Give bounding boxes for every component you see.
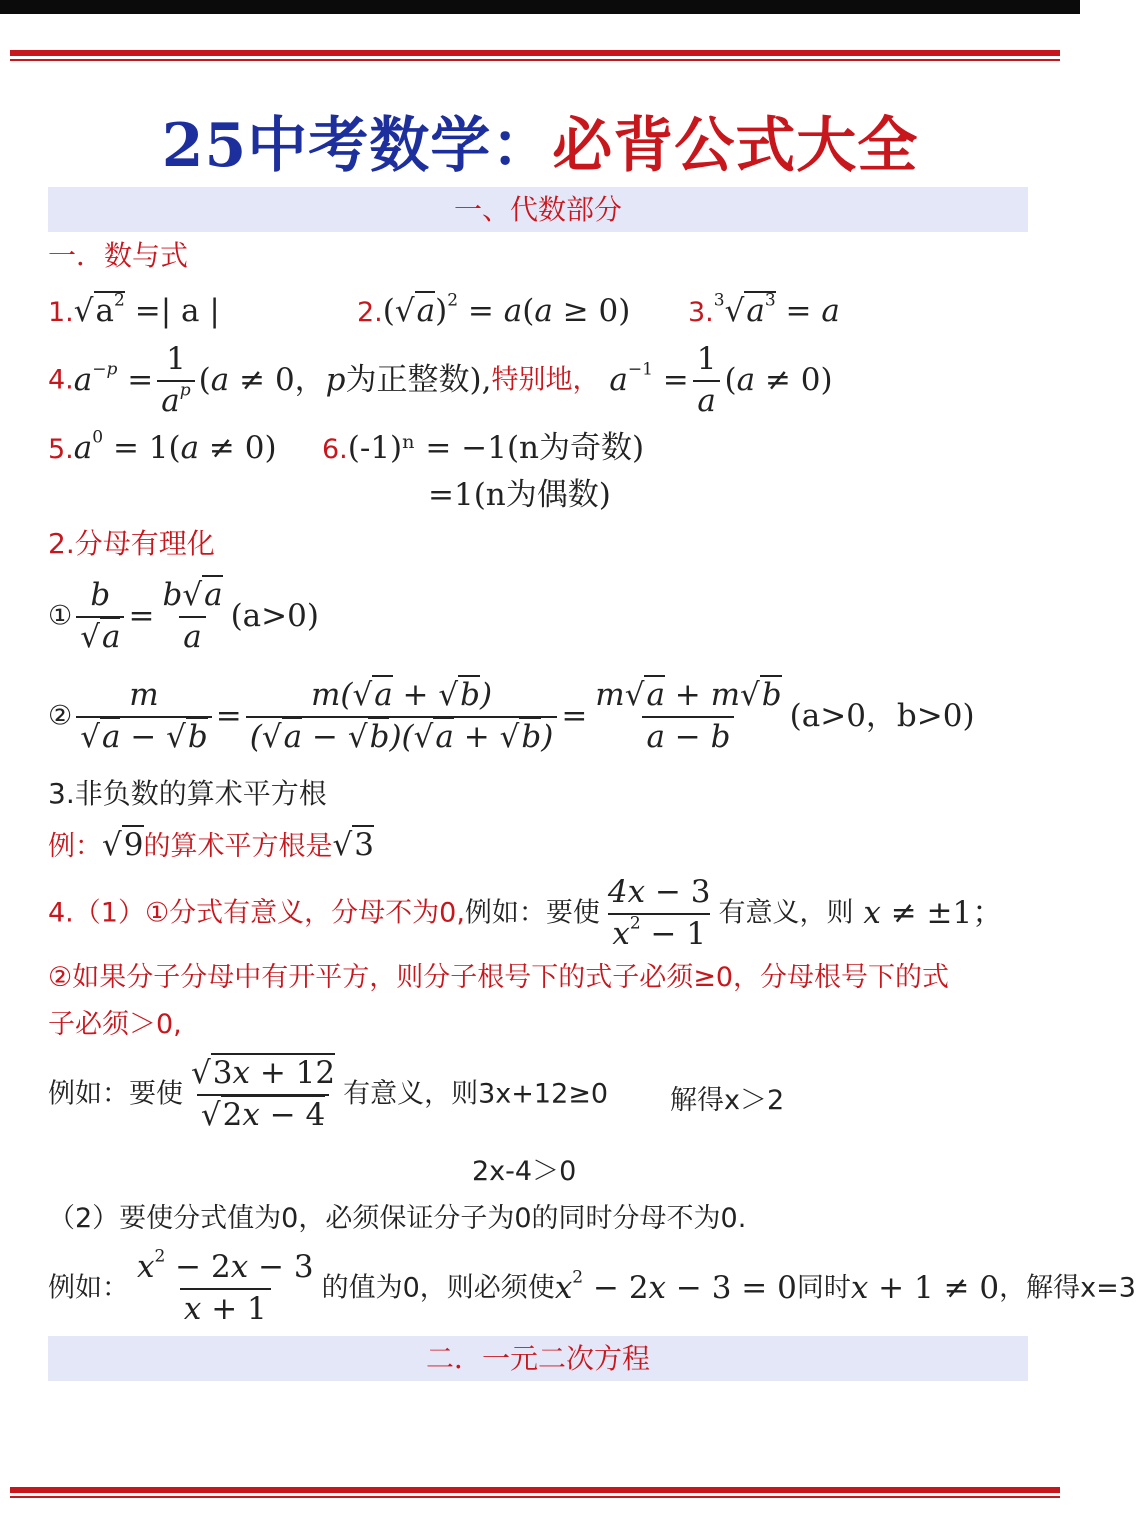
title-part-2: 必背公式大全 [552,111,919,181]
example-3-result: ，解得x=3 [999,1272,1136,1304]
circled-1: ① [48,600,73,632]
page-title [0,98,1080,184]
example-3-prefix: 例如： [48,1272,129,1304]
rule-4-2-line-1: ②如果分子分母中有开平方，则分子根号下的式子必须≥0，分母根号下的式 [48,962,950,993]
top-black-bar [0,0,1080,14]
top-red-rule [10,50,1060,61]
title-part-1: 25中考数学： [161,111,553,181]
example-sqrt: 例：√9的算术平方根是√3 [48,827,374,863]
formula-5-number: 5. [48,434,74,465]
example-2-solution: 解得x＞2 [670,1085,785,1116]
rule-4-1-red: 4.（1）①分式有意义，分母不为0, [48,897,465,929]
rationalize-2-condition: (a>0，b>0) [789,698,975,735]
example-sqrt-text: 的算术平方根是 [143,831,333,862]
rationalize-formula-2: ② $\frac{m}{√a - √b}$ = $\frac{m(√a + √b)}{(√a - √b)(√a + √b)}$ = $\frac{m√a + m√b}{a - b}$ (a>0，b>0) [48,677,975,755]
formula-3: $3.^3√a^3 = a$ [688,290,840,329]
formula-5: $5.a^0 = 1(a \ne 0)$ [48,427,277,466]
section-quadratic-banner: 二．一元二次方程 [48,1336,1028,1381]
subsection-rationalize: 2.分母有理化 [48,527,215,560]
circled-2: ② [48,700,73,732]
formula-6-number: 6. [322,434,348,465]
formula-1: $1.√a^2$ =| a | [48,290,220,329]
example-2-prefix: 例如：要使 [48,1078,183,1110]
example-2-condition-2: 2x-4＞0 [472,1156,577,1187]
subsection-sqrt: 3.非负数的算术平方根 [48,777,327,810]
example-3-text: 的值为0，则必须使 [321,1272,555,1304]
example-sqrt-label: 例： [48,831,102,862]
rule-4-2-line-2: 子必须＞0, [48,1009,182,1040]
rule-4-1: 4.（1）①分式有意义，分母不为0,例如：要使 $\frac{4x - 3}{x^2 - 1}$ 有意义，则 x ≠ ±1； [48,874,1004,952]
rule-4-1-then: 有意义，则 [718,897,854,929]
bottom-red-rule [10,1487,1060,1498]
example-2-condition: 有意义，则3x+12≥0 [343,1078,609,1110]
formula-4: $4.a^{-p}$ = $\frac{1}{a^p}$ (a ≠ 0，p为正整数),特别地， $a^{-1}$ = $\frac{1}{a}$ (a ≠ 0) [48,341,833,419]
formula-2: $2.(√a)^2 = a(a \ge 0)$ [357,290,631,329]
formula-2-number: 2. [357,297,383,328]
formula-6 [322,430,644,467]
example-value-zero: 例如： $\frac{x^2 - 2x - 3}{x + 1}$ 的值为0，则必须使$x^2 - 2x - 3 = 0$同时x + 1 ≠ 0，解得x=3 [48,1246,1136,1327]
formula-4-number: 4. [48,364,74,396]
formula-1-number: 1. [48,297,74,328]
formula-3-number: 3. [688,297,714,328]
rule-4-1-example: 例如：要使 [464,897,600,929]
formula-6-line-2: =1(n为偶数) [428,477,611,513]
example-sqrt-fraction: 例如：要使 $\frac{√3x + 12}{√2x - 4}$ 有意义，则3x+12≥0 [48,1055,609,1133]
section-algebra-banner: 一、代数部分 [48,187,1028,232]
rationalize-formula-1: ① $\frac{b}{√a}$ = $\frac{b√a}{a}$ (a>0) [48,577,319,655]
subsection-numbers-expressions: 一．数与式 [48,239,189,272]
formula-6-line-1: (-1)ⁿ = −1(n为奇数) [347,430,645,466]
rationalize-1-condition: (a>0) [230,598,319,635]
formula-4-note: 特别地， [491,364,600,396]
rule-4-2-value-zero: （2）要使分式值为0，必须保证分子为0的同时分母不为0. [48,1203,747,1234]
example-3-and: 同时 [796,1272,851,1304]
